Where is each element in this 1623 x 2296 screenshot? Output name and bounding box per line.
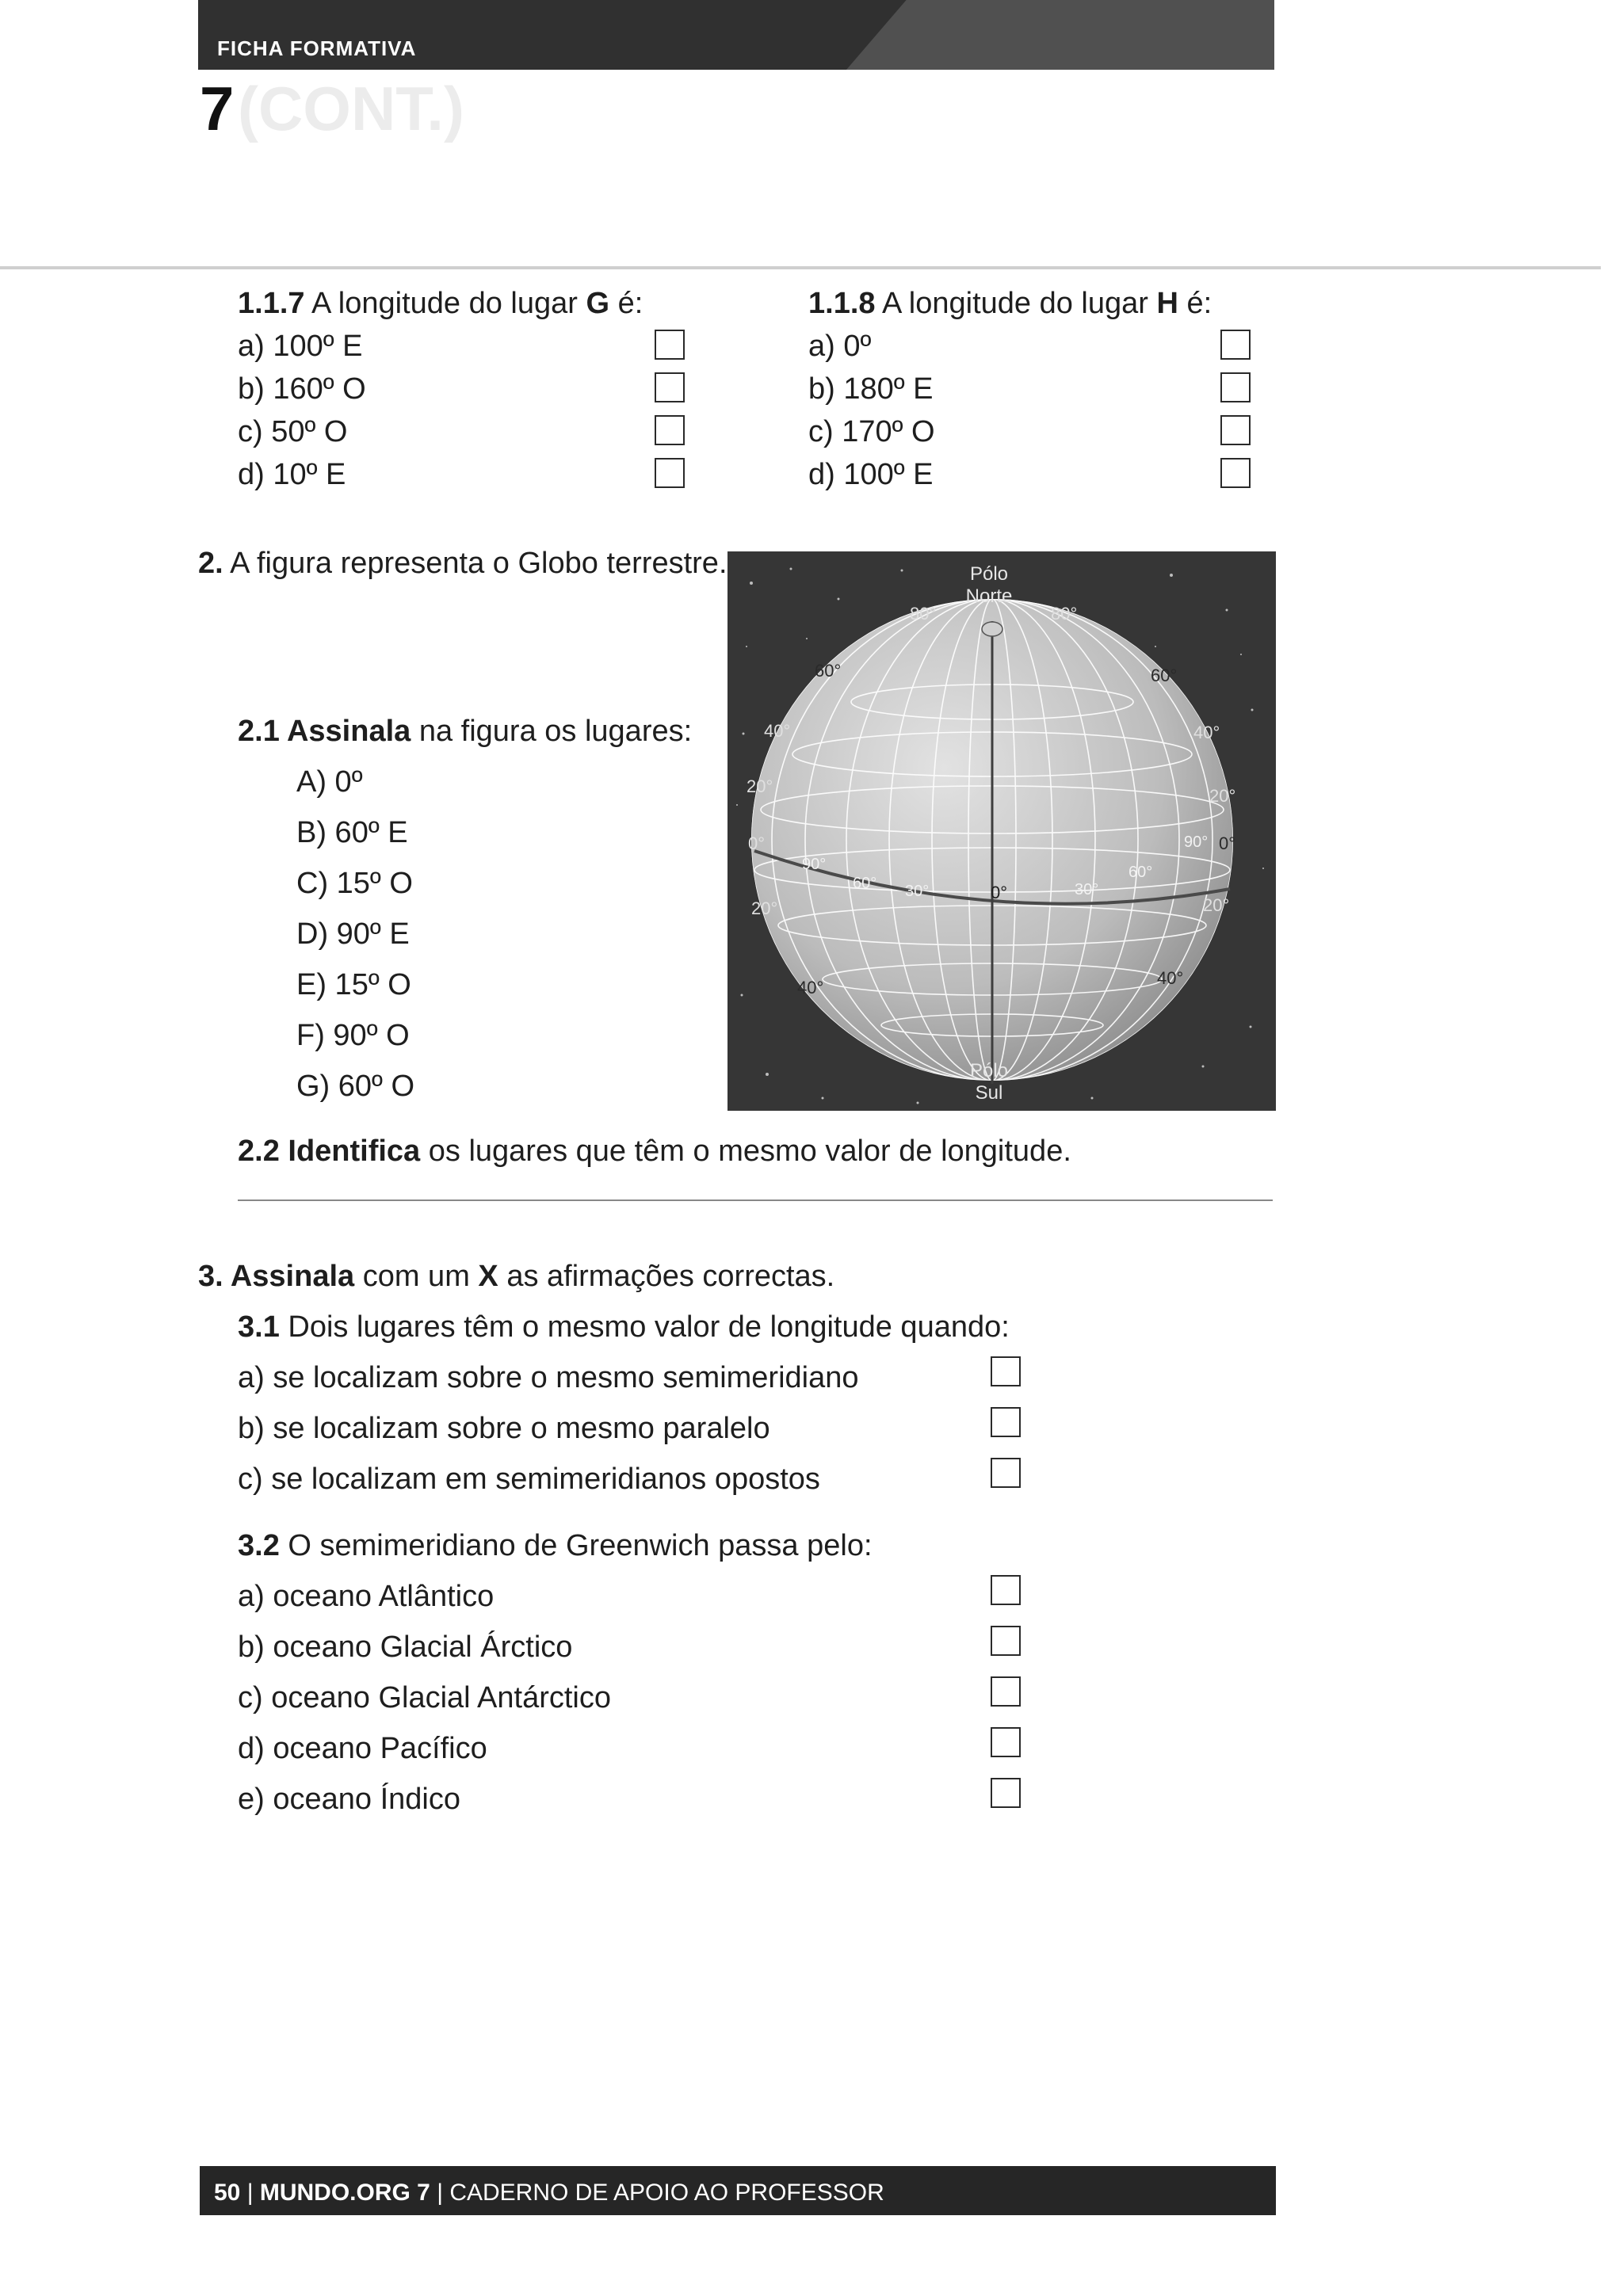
lon-label-30-west: 30°	[905, 883, 930, 900]
lat-label-n80-left: 80°	[910, 604, 937, 624]
question-3-1-title: 3.1 Dois lugares têm o mesmo valor de longitude quando:	[238, 1310, 1010, 1344]
lon-label-60-west: 60°	[853, 875, 877, 892]
q118-option-c: c) 170º O	[808, 415, 935, 448]
lat-label-equator-left: 0°	[748, 833, 766, 853]
lon-label-60-east: 60°	[1128, 864, 1153, 881]
question-1-1-7-title: 1.1.7 A longitude do lugar G é:	[238, 287, 643, 320]
q117-checkbox-c[interactable]	[655, 415, 685, 445]
q32-checkbox-e[interactable]	[991, 1778, 1021, 1808]
q31-option-c: c) se localizam em semimeridianos opostos	[238, 1463, 820, 1496]
header-divider	[0, 266, 1601, 269]
q117-checkbox-d[interactable]	[655, 458, 685, 488]
place-d: D) 90º E	[296, 917, 410, 951]
q117-option-d: d) 10º E	[238, 458, 346, 491]
question-2-title: 2. A figura representa o Globo terrestre.	[198, 547, 727, 580]
question-2-2-title: 2.2 Identifica os lugares que têm o mesmo valor de longitude.	[238, 1135, 1071, 1168]
q32-checkbox-d[interactable]	[991, 1727, 1021, 1757]
q117-option-b: b) 160º O	[238, 372, 366, 406]
lon-label-prime-meridian: 0°	[991, 883, 1008, 902]
q118-option-d: d) 100º E	[808, 458, 934, 491]
south-pole-label-line1: Pólo	[969, 1060, 1009, 1081]
sheet-number: 7	[200, 74, 235, 143]
q118-checkbox-c[interactable]	[1220, 415, 1251, 445]
q32-checkbox-c[interactable]	[991, 1676, 1021, 1707]
q117-option-a: a) 100º E	[238, 330, 363, 363]
lat-label-n80-right: 80°	[1051, 604, 1078, 624]
place-c: C) 15º O	[296, 867, 413, 900]
north-pole-label-line2: Norte	[965, 585, 1013, 607]
lon-label-90-west: 90°	[802, 856, 827, 873]
lat-label-s20-right: 20°	[1203, 895, 1230, 915]
place-e: E) 15º O	[296, 968, 411, 1001]
q118-option-a: a) 0º	[808, 330, 872, 363]
q31-checkbox-b[interactable]	[991, 1407, 1021, 1437]
q32-option-d: d) oceano Pacífico	[238, 1732, 487, 1765]
lon-label-90-east: 90°	[1184, 833, 1209, 851]
q118-checkbox-d[interactable]	[1220, 458, 1251, 488]
q31-option-a: a) se localizam sobre o mesmo semimeridiano	[238, 1361, 859, 1394]
sheet-subtitle: (CONT.)	[238, 74, 464, 143]
question-2-1-title: 2.1 Assinala na figura os lugares:	[238, 715, 693, 748]
lat-label-s40-right: 40°	[1157, 968, 1184, 988]
globe-figure	[727, 551, 1276, 1111]
q117-checkbox-b[interactable]	[655, 372, 685, 402]
q32-option-e: e) oceano Índico	[238, 1783, 460, 1816]
answer-line[interactable]	[238, 1199, 1273, 1201]
lat-label-n20-left: 20°	[747, 776, 773, 796]
q117-checkbox-a[interactable]	[655, 330, 685, 360]
q32-option-a: a) oceano Atlântico	[238, 1580, 495, 1613]
q31-checkbox-c[interactable]	[991, 1458, 1021, 1488]
north-pole-label-line1: Pólo	[969, 563, 1009, 585]
place-b: B) 60º E	[296, 816, 408, 849]
q118-checkbox-a[interactable]	[1220, 330, 1251, 360]
lat-label-n60-left: 60°	[815, 661, 842, 681]
q32-checkbox-a[interactable]	[991, 1575, 1021, 1605]
lat-label-equator-right: 0°	[1219, 833, 1236, 853]
lat-label-n60-right: 60°	[1151, 666, 1178, 685]
q118-option-b: b) 180º E	[808, 372, 934, 406]
south-pole-label-line2: Sul	[975, 1082, 1003, 1104]
q118-checkbox-b[interactable]	[1220, 372, 1251, 402]
question-1-1-8-title: 1.1.8 A longitude do lugar H é:	[808, 287, 1212, 320]
sheet-type-label: FICHA FORMATIVA	[217, 36, 417, 60]
q32-option-c: c) oceano Glacial Antárctico	[238, 1681, 612, 1714]
place-a: A) 0º	[296, 765, 363, 799]
q32-checkbox-b[interactable]	[991, 1626, 1021, 1656]
lat-label-n40-left: 40°	[764, 721, 791, 741]
lat-label-s40-left: 40°	[797, 978, 824, 997]
q31-checkbox-a[interactable]	[991, 1356, 1021, 1386]
lat-label-n20-right: 20°	[1209, 786, 1236, 806]
q32-option-b: b) oceano Glacial Árctico	[238, 1630, 573, 1664]
q117-option-c: c) 50º O	[238, 415, 348, 448]
lat-label-s20-left: 20°	[751, 898, 778, 918]
footer-text: 50 | MUNDO.ORG 7 | CADERNO DE APOIO AO PROFESSOR	[214, 2180, 884, 2206]
lat-label-n40-right: 40°	[1193, 723, 1220, 742]
place-g: G) 60º O	[296, 1070, 415, 1103]
place-f: F) 90º O	[296, 1019, 410, 1052]
question-3-title: 3. Assinala com um X as afirmações correctas.	[198, 1260, 835, 1293]
q31-option-b: b) se localizam sobre o mesmo paralelo	[238, 1412, 770, 1445]
question-3-2-title: 3.2 O semimeridiano de Greenwich passa pelo:	[238, 1529, 873, 1562]
lon-label-30-east: 30°	[1075, 881, 1099, 898]
